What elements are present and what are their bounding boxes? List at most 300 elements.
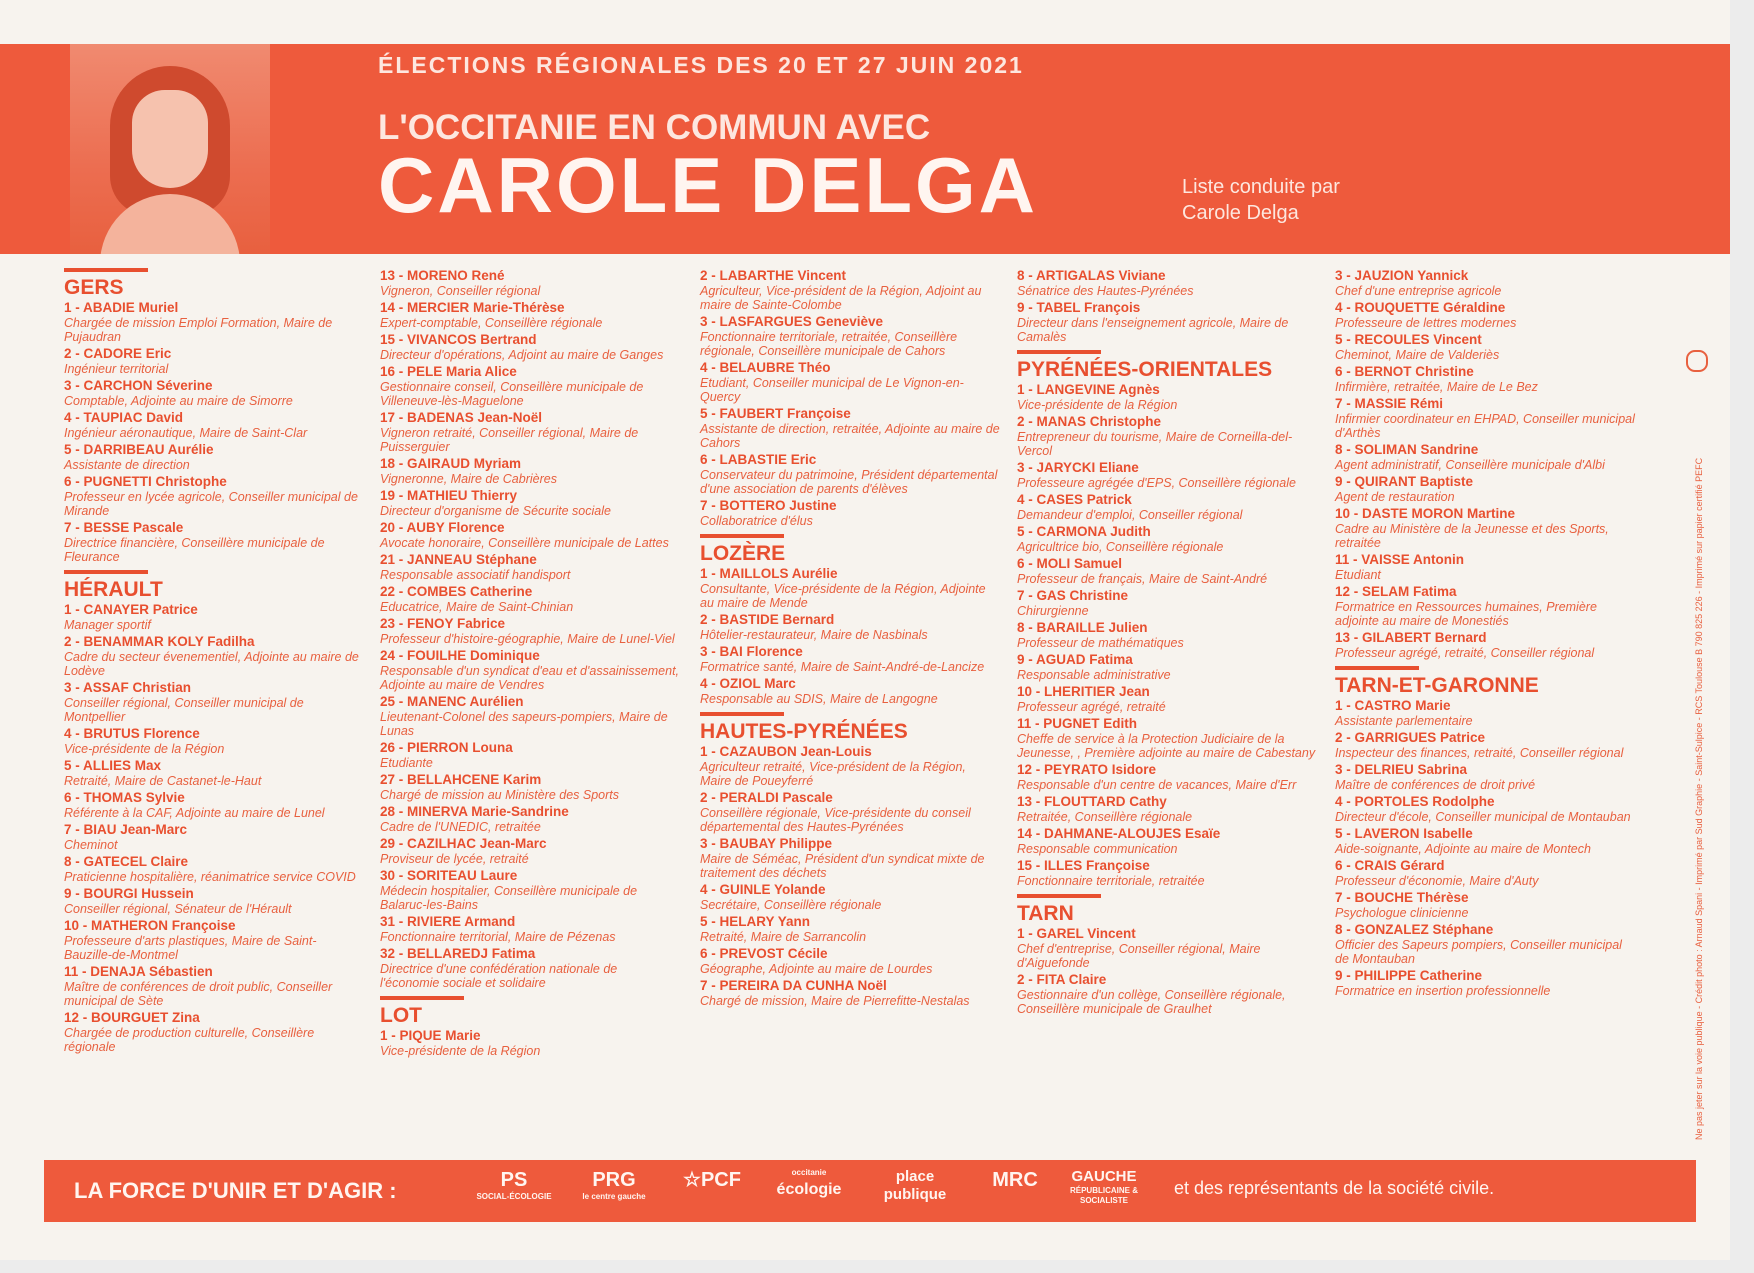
candidate-name: 31 - RIVIERE Armand [380,914,516,929]
logo-subtext: SOCIAL-ÉCOLOGIE [476,1192,552,1201]
candidate-entry [64,680,364,724]
candidate-name: 14 - MERCIER Marie-Thérèse [380,300,565,315]
candidate-column [700,262,1000,1010]
candidate-name: 1 - CANAYER Patrice [64,602,198,617]
candidate-entry [700,644,1000,674]
candidate-role: Formatrice en Ressources humaines, Première adjointe au maire de Monestiés [1335,600,1597,628]
candidate-name: 2 - FITA Claire [1017,972,1107,987]
candidate-role: Sénatrice des Hautes-Pyrénées [1017,284,1194,298]
candidate-role: Gestionnaire conseil, Conseillère municipale de Villeneuve-lès-Maguelone [380,380,644,408]
candidate-role: Etudiant, Conseiller municipal de Le Vignon-en-Quercy [700,376,964,404]
logo-text: PRG [592,1169,636,1191]
candidate-entry [1335,474,1635,504]
candidate-name: 9 - BOURGI Hussein [64,886,194,901]
candidate-name: 6 - THOMAS Sylvie [64,790,185,805]
logo-subtext: RÉPUBLICAINE & SOCIALISTE [1069,1186,1138,1205]
candidate-name: 8 - GATECEL Claire [64,854,189,869]
candidate-name: 6 - MOLI Samuel [1017,556,1123,571]
logo-text: écologie [776,1181,842,1198]
candidate-role: Professeure de lettres modernes [1335,316,1517,330]
candidate-role: Fonctionnaire territoriale, retraitée, Conseillère régionale, Conseillère municipale de Cahors [700,330,958,358]
candidate-entry [64,346,364,376]
candidate-name: 4 - TAUPIAC David [64,410,184,425]
candidate-role: Professeur de français, Maire de Saint-André [1017,572,1268,586]
candidate-role: Infirmière, retraitée, Maire de Le Bez [1335,380,1538,394]
department-name: LOZÈRE [700,542,786,565]
candidate-name: 3 - DELRIEU Sabrina [1335,762,1468,777]
candidate-name: 3 - JARYCKI Eliane [1017,460,1139,475]
candidate-role: Référente à la CAF, Adjointe au maire de Lunel [64,806,325,820]
footer-banner [44,1160,1696,1222]
candidate-entry [1335,300,1635,330]
candidate-role: Avocate honoraire, Conseillère municipale de Lattes [380,536,669,550]
candidate-role: Etudiante [380,756,433,770]
candidate-entry [700,406,1000,450]
candidate-name: 11 - VAISSE Antonin [1335,552,1465,567]
candidate-entry [700,836,1000,880]
candidate-name: 2 - GARRIGUES Patrice [1335,730,1486,745]
candidate-entry [700,268,1000,312]
candidate-role: Fonctionnaire territoriale, retraitée [1017,874,1205,888]
candidate-entry [700,978,1000,1008]
candidate-role: Agriculteur retraité, Vice-président de la Région, Maire de Poueyferré [700,760,966,788]
candidate-name: 6 - PUGNETTI Christophe [64,474,227,489]
logo-subtext: le centre gauche [582,1192,646,1201]
candidate-entry [1017,492,1317,522]
department-section [1017,268,1317,344]
candidate-name: 11 - DENAJA Sébastien [64,964,213,979]
candidate-role: Vice-présidente de la Région [380,1044,541,1058]
candidate-entry [64,410,364,440]
candidate-name: 1 - ABADIE Muriel [64,300,179,315]
candidate-name: 10 - LHERITIER Jean [1017,684,1150,699]
candidate-role: Professeur agrégé, retraité [1017,700,1166,714]
candidate-name: 9 - PHILIPPE Catherine [1335,968,1483,983]
candidate-entry [64,442,364,472]
candidate-role: Comptable, Adjointe au maire de Simorre [64,394,293,408]
candidate-role: Formatrice santé, Maire de Saint-André-de-Lancize [700,660,985,674]
candidate-name: 2 - LABARTHE Vincent [700,268,847,283]
civil-society-text: et des représentants de la société civile. [1174,1178,1495,1198]
candidate-name: 12 - SELAM Fatima [1335,584,1457,599]
candidate-role: Educatrice, Maire de Saint-Chinian [380,600,574,614]
candidate-role: Agricultrice bio, Conseillère régionale [1017,540,1224,554]
candidate-name: 12 - PEYRATO Isidore [1017,762,1157,777]
candidate-name: 20 - AUBY Florence [380,520,505,535]
candidate-name: 8 - SOLIMAN Sandrine [1335,442,1479,457]
candidate-entry [64,964,364,1008]
candidate-name: 8 - GONZALEZ Stéphane [1335,922,1494,937]
candidate-role: Assistante de direction, retraitée, Adjointe au maire de Cahors [700,422,1000,450]
candidate-entry [1017,460,1317,490]
title-line2: CAROLE DELGA [378,141,1038,229]
photo-face [132,90,208,188]
candidate-role: Professeur d'économie, Maire d'Auty [1335,874,1539,888]
candidate-name: 29 - CAZILHAC Jean-Marc [380,836,547,851]
candidate-entry [700,946,1000,976]
place-publique-logo [870,1168,960,1204]
department-section [64,268,364,564]
candidate-entry [1335,762,1635,792]
candidate-name: 3 - ASSAF Christian [64,680,192,695]
candidate-role: Maître de conférences de droit public, Conseiller municipal de Sète [64,980,333,1008]
candidate-name: 15 - VIVANCOS Bertrand [380,332,537,347]
candidate-role: Professeure agrégée d'EPS, Conseillère régionale [1017,476,1296,490]
candidate-name: 4 - CASES Patrick [1017,492,1132,507]
candidate-name: 1 - CASTRO Marie [1335,698,1451,713]
candidate-name: 18 - GAIRAUD Myriam [380,456,522,471]
candidate-entry [380,740,680,770]
candidate-name: 1 - MAILLOLS Aurélie [700,566,838,581]
candidate-role: Directrice financière, Conseillère municipale de Fleurance [64,536,325,564]
candidate-column [64,262,364,1056]
candidate-name: 7 - BOTTERO Justine [700,498,837,513]
candidate-name: 5 - RECOULES Vincent [1335,332,1482,347]
candidate-name: 5 - HELARY Yann [700,914,811,929]
department-name: HAUTES-PYRÉNÉES [700,720,908,743]
candidate-entry [64,790,364,820]
candidate-entry [700,452,1000,496]
candidate-entry [64,634,364,678]
candidate-column [380,262,680,1060]
candidate-entry [700,914,1000,944]
candidate-name: 7 - BIAU Jean-Marc [64,822,188,837]
candidate-entry [1335,858,1635,888]
candidate-name: 15 - ILLES Françoise [1017,858,1150,873]
candidate-entry [700,566,1000,610]
election-dates: ÉLECTIONS RÉGIONALES DES 20 ET 27 JUIN 2021 [378,52,1024,78]
candidate-name: 26 - PIERRON Louna [380,740,513,755]
department-section [700,268,1000,528]
candidate-name: 1 - GAREL Vincent [1017,926,1136,941]
candidate-entry [1335,698,1635,728]
candidate-role: Conseiller régional, Conseiller municipal de Montpellier [64,696,304,724]
department-name: TARN-ET-GARONNE [1335,674,1539,697]
candidate-role: Praticienne hospitalière, réanimatrice service COVID [64,870,356,884]
candidate-entry [64,886,364,916]
logo-text: MRC [992,1169,1038,1191]
department-section [700,534,1000,706]
candidate-entry [380,772,680,802]
candidate-role: Ingénieur territorial [64,362,169,376]
candidate-role: Manager sportif [64,618,151,632]
candidate-entry [1017,588,1317,618]
candidate-entry [380,552,680,582]
candidate-role: Lieutenant-Colonel des sapeurs-pompiers, Maire de Lunas [380,710,668,738]
candidate-name: 5 - CARMONA Judith [1017,524,1151,539]
candidate-entry [700,882,1000,912]
candidate-name: 7 - BESSE Pascale [64,520,184,535]
candidate-entry [380,836,680,866]
candidate-role: Chef d'entreprise, Conseiller régional, Maire d'Aiguefonde [1017,942,1261,970]
occitanie-ecologie-logo [764,1168,854,1202]
department-divider [64,268,148,272]
candidate-role: Retraité, Maire de Castanet-le-Haut [64,774,262,788]
candidate-name: 7 - PEREIRA DA CUNHA Noël [700,978,887,993]
candidate-name: 14 - DAHMANE-ALOUJES Esaïe [1017,826,1221,841]
candidate-entry [1017,858,1317,888]
candidate-entry [380,648,680,692]
candidate-role: Professeure d'arts plastiques, Maire de Saint-Bauzille-de-Montmel [64,934,317,962]
candidate-entry [380,584,680,614]
candidate-role: Maître de conférences de droit privé [1335,778,1536,792]
candidate-name: 7 - MASSIE Rémi [1335,396,1444,411]
candidate-entry [380,300,680,330]
candidate-role: Responsable au SDIS, Maire de Langogne [700,692,938,706]
candidate-name: 8 - BARAILLE Julien [1017,620,1148,635]
department-section [1017,350,1317,888]
candidate-role: Etudiant [1335,568,1381,582]
department-section [1017,894,1317,1016]
candidate-role: Formatrice en insertion professionnelle [1335,984,1551,998]
department-section [380,268,680,990]
candidate-entry [700,744,1000,788]
candidate-name: 21 - JANNEAU Stéphane [380,552,537,567]
candidate-role: Chargée de production culturelle, Conseillère régionale [64,1026,315,1054]
candidate-entry [1335,552,1635,582]
department-section [700,712,1000,1008]
candidate-name: 30 - SORITEAU Laure [380,868,518,883]
candidate-role: Agent administratif, Conseillère municipale d'Albi [1335,458,1605,472]
candidate-role: Agent de restauration [1335,490,1455,504]
candidate-entry [1017,382,1317,412]
candidate-name: 7 - BOUCHE Thérèse [1335,890,1469,905]
candidate-name: 1 - CAZAUBON Jean-Louis [700,744,872,759]
candidate-name: 4 - BRUTUS Florence [64,726,200,741]
candidate-role: Fonctionnaire territorial, Maire de Pézenas [380,930,616,944]
department-section [64,570,364,1054]
candidate-role: Ingénieur aéronautique, Maire de Saint-Clar [64,426,308,440]
candidate-name: 22 - COMBES Catherine [380,584,533,599]
candidate-name: 5 - DARRIBEAU Aurélie [64,442,214,457]
candidate-entry [700,676,1000,706]
candidate-role: Cadre du secteur évenementiel, Adjointe au maire de Lodève [64,650,359,678]
candidate-role: Cadre de l'UNEDIC, retraitée [380,820,541,834]
candidate-role: Responsable communication [1017,842,1178,856]
candidate-name: 6 - PREVOST Cécile [700,946,828,961]
candidate-role: Professeur de mathématiques [1017,636,1184,650]
candidate-name: 9 - QUIRANT Baptiste [1335,474,1474,489]
candidate-name: 16 - PELE Maria Alice [380,364,517,379]
candidate-name: 6 - CRAIS Gérard [1335,858,1445,873]
candidate-entry [700,612,1000,642]
candidate-name: 2 - CADORE Eric [64,346,172,361]
candidate-entry [1017,652,1317,682]
candidate-role: Chef d'une entreprise agricole [1335,284,1502,298]
candidate-role: Assistante parlementaire [1335,714,1473,728]
department-name: PYRÉNÉES-ORIENTALES [1017,358,1273,381]
department-divider [380,996,464,1000]
department-name: GERS [64,276,124,299]
candidate-role: Vigneronne, Maire de Cabrières [380,472,557,486]
candidate-name: 24 - FOUILHE Dominique [380,648,540,663]
candidate-entry [1335,442,1635,472]
candidate-entry [1017,414,1317,458]
candidate-name: 4 - OZIOL Marc [700,676,796,691]
candidate-entry [380,268,680,298]
title-line1: L'OCCITANIE EN COMMUN AVEC [378,108,931,147]
candidate-role: Responsable d'un centre de vacances, Maire d'Err [1017,778,1297,792]
candidate-name: 7 - GAS Christine [1017,588,1129,603]
candidate-entry [1017,268,1317,298]
logo-text: place publique [883,1168,947,1203]
candidate-name: 4 - BELAUBRE Théo [700,360,831,375]
candidate-entry [64,758,364,788]
logo-text: GAUCHE [1071,1168,1137,1185]
candidate-name: 11 - PUGNET Edith [1017,716,1138,731]
candidate-entry [1335,968,1635,998]
candidate-entry [1335,730,1635,760]
candidate-entry [380,946,680,990]
candidate-entry [1335,794,1635,824]
candidate-name: 13 - FLOUTTARD Cathy [1017,794,1167,809]
candidate-role: Retraité, Maire de Sarrancolin [700,930,867,944]
candidate-role: Directeur d'opérations, Adjoint au maire de Ganges [380,348,664,362]
department-section [1335,666,1635,998]
candidate-name: 1 - LANGEVINE Agnès [1017,382,1160,397]
candidate-role: Officier des Sapeurs pompiers, Conseiller municipal de Montauban [1335,938,1622,966]
candidate-name: 5 - FAUBERT Françoise [700,406,851,421]
candidate-name: 6 - LABASTIE Eric [700,452,817,467]
candidate-role: Proviseur de lycée, retraité [380,852,529,866]
candidate-name: 10 - MATHERON Françoise [64,918,236,933]
candidate-name: 25 - MANENC Aurélien [380,694,524,709]
candidate-name: 3 - LASFARGUES Geneviève [700,314,884,329]
candidate-role: Assistante de direction [64,458,190,472]
candidate-entry [1017,620,1317,650]
candidate-role: Secrétaire, Conseillère régionale [700,898,882,912]
mrc-logo [980,1168,1050,1192]
candidate-role: Inspecteur des finances, retraité, Conseiller régional [1335,746,1624,760]
candidate-entry [1017,794,1317,824]
candidate-entry [1017,716,1317,760]
candidate-name: 3 - BAUBAY Philippe [700,836,833,851]
candidate-entry [380,332,680,362]
candidate-entry [1335,630,1635,660]
department-name: TARN [1017,902,1074,925]
department-divider [700,534,784,538]
candidate-entry [700,790,1000,834]
candidate-name: 9 - AGUAD Fatima [1017,652,1133,667]
candidate-entry [1335,584,1635,628]
candidate-role: Hôtelier-restaurateur, Maire de Nasbinals [700,628,928,642]
candidate-role: Cadre au Ministère de la Jeunesse et des Sports, retraitée [1335,522,1609,550]
candidate-role: Directrice d'une confédération nationale de l'économie sociale et solidaire [380,962,618,990]
candidate-role: Aide-soignante, Adjointe au maire de Montech [1335,842,1591,856]
candidate-name: 13 - MORENO René [380,268,505,283]
candidate-role: Retraitée, Conseillère régionale [1017,810,1193,824]
candidate-role: Cheminot [64,838,118,852]
candidate-entry [700,360,1000,404]
candidate-name: 28 - MINERVA Marie-Sandrine [380,804,569,819]
prg-logo [574,1168,654,1202]
candidate-name: 19 - MATHIEU Thierry [380,488,518,503]
candidate-name: 3 - JAUZION Yannick [1335,268,1469,283]
candidate-name: 6 - BERNOT Christine [1335,364,1474,379]
candidate-role: Expert-comptable, Conseillère régionale [380,316,603,330]
candidate-entry [380,868,680,912]
side-note [1688,360,1708,1140]
candidate-name: 17 - BADENAS Jean-Noël [380,410,543,425]
candidate-column [1335,262,1635,1000]
candidate-name: 12 - BOURGUET Zina [64,1010,200,1025]
side-note-text: Ne pas jeter sur la voie publique - Crédit photo : Arnaud Spani - Imprimé par Sud Graphie - Saint-Sulpice - RCS Toulouse B 790 825 226 - Imprimé sur papier certifié PEFC [1694,457,1704,1140]
candidate-role: Professeur agrégé, retraité, Conseiller régional [1335,646,1595,660]
candidate-name: 13 - GILABERT Bernard [1335,630,1487,645]
candidate-entry [1017,524,1317,554]
candidate-name: 4 - GUINLE Yolande [700,882,826,897]
department-divider [1017,350,1101,354]
candidate-entry [700,314,1000,358]
candidate-entry [380,616,680,646]
candidate-role: Maire de Séméac, Président d'un syndicat mixte de traitement des déchets [700,852,985,880]
candidate-name: 2 - BENAMMAR KOLY Fadilha [64,634,255,649]
department-name: LOT [380,1004,422,1027]
led-by-text: Liste conduite par Carole Delga [1182,176,1340,224]
candidate-role: Cheffe de service à la Protection Judiciaire de la Jeunesse, , Première adjointe au maire de Cabestany [1017,732,1316,760]
candidate-entry [1335,332,1635,362]
gauche-republicaine-logo [1054,1168,1154,1206]
logo-text: ☆PCF [683,1169,741,1191]
candidate-entry [380,410,680,454]
candidate-entry [380,488,680,518]
candidate-entry [1017,972,1317,1016]
candidate-role: Conservateur du patrimoine, Président départemental d'une association de parents d'élèves [700,468,998,496]
candidate-entry [380,364,680,408]
slogan: LA FORCE D'UNIR ET D'AGIR : [74,1178,397,1203]
candidate-entry [64,918,364,962]
candidate-role: Chargé de mission au Ministère des Sports [380,788,620,802]
candidate-entry [1335,922,1635,966]
candidate-name: 8 - ARTIGALAS Viviane [1017,268,1166,283]
candidate-role: Directeur dans l'enseignement agricole, Maire de Camalès [1017,316,1289,344]
candidate-name: 5 - LAVERON Isabelle [1335,826,1473,841]
candidate-name: 2 - PERALDI Pascale [700,790,833,805]
candidate-entry [380,520,680,550]
department-section [380,996,680,1058]
ps-logo [474,1168,554,1202]
candidate-entry [1335,268,1635,298]
candidate-entry [1017,762,1317,792]
department-divider [1335,666,1419,670]
department-section [1335,268,1635,660]
candidate-role: Chirurgienne [1017,604,1089,618]
candidate-role: Collaboratrice d'élus [700,514,813,528]
candidate-name: 23 - FENOY Fabrice [380,616,506,631]
candidate-role: Directeur d'organisme de Sécurite sociale [380,504,611,518]
candidate-name: 2 - MANAS Christophe [1017,414,1162,429]
candidate-entry [64,378,364,408]
candidate-entry [64,474,364,518]
candidate-role: Géographe, Adjointe au maire de Lourdes [700,962,933,976]
candidate-name: 27 - BELLAHCENE Karim [380,772,542,787]
candidate-entry [64,854,364,884]
department-divider [64,570,148,574]
pcf-logo [672,1168,752,1192]
candidate-role: Vigneron retraité, Conseiller régional, Maire de Puisserguier [380,426,639,454]
candidate-entry [64,1010,364,1054]
candidate-name: 4 - PORTOLES Rodolphe [1335,794,1495,809]
candidate-role: Cheminot, Maire de Valderiès [1335,348,1500,362]
candidate-role: Directeur d'école, Conseiller municipal de Montauban [1335,810,1631,824]
candidate-name: 32 - BELLAREDJ Fatima [380,946,536,961]
candidate-entry [64,300,364,344]
candidate-name: 5 - ALLIES Max [64,758,162,773]
candidate-role: Infirmier coordinateur en EHPAD, Conseiller municipal d'Arthès [1335,412,1635,440]
candidate-name: 1 - PIQUE Marie [380,1028,481,1043]
candidate-entry [1335,826,1635,856]
candidate-entry [1017,826,1317,856]
